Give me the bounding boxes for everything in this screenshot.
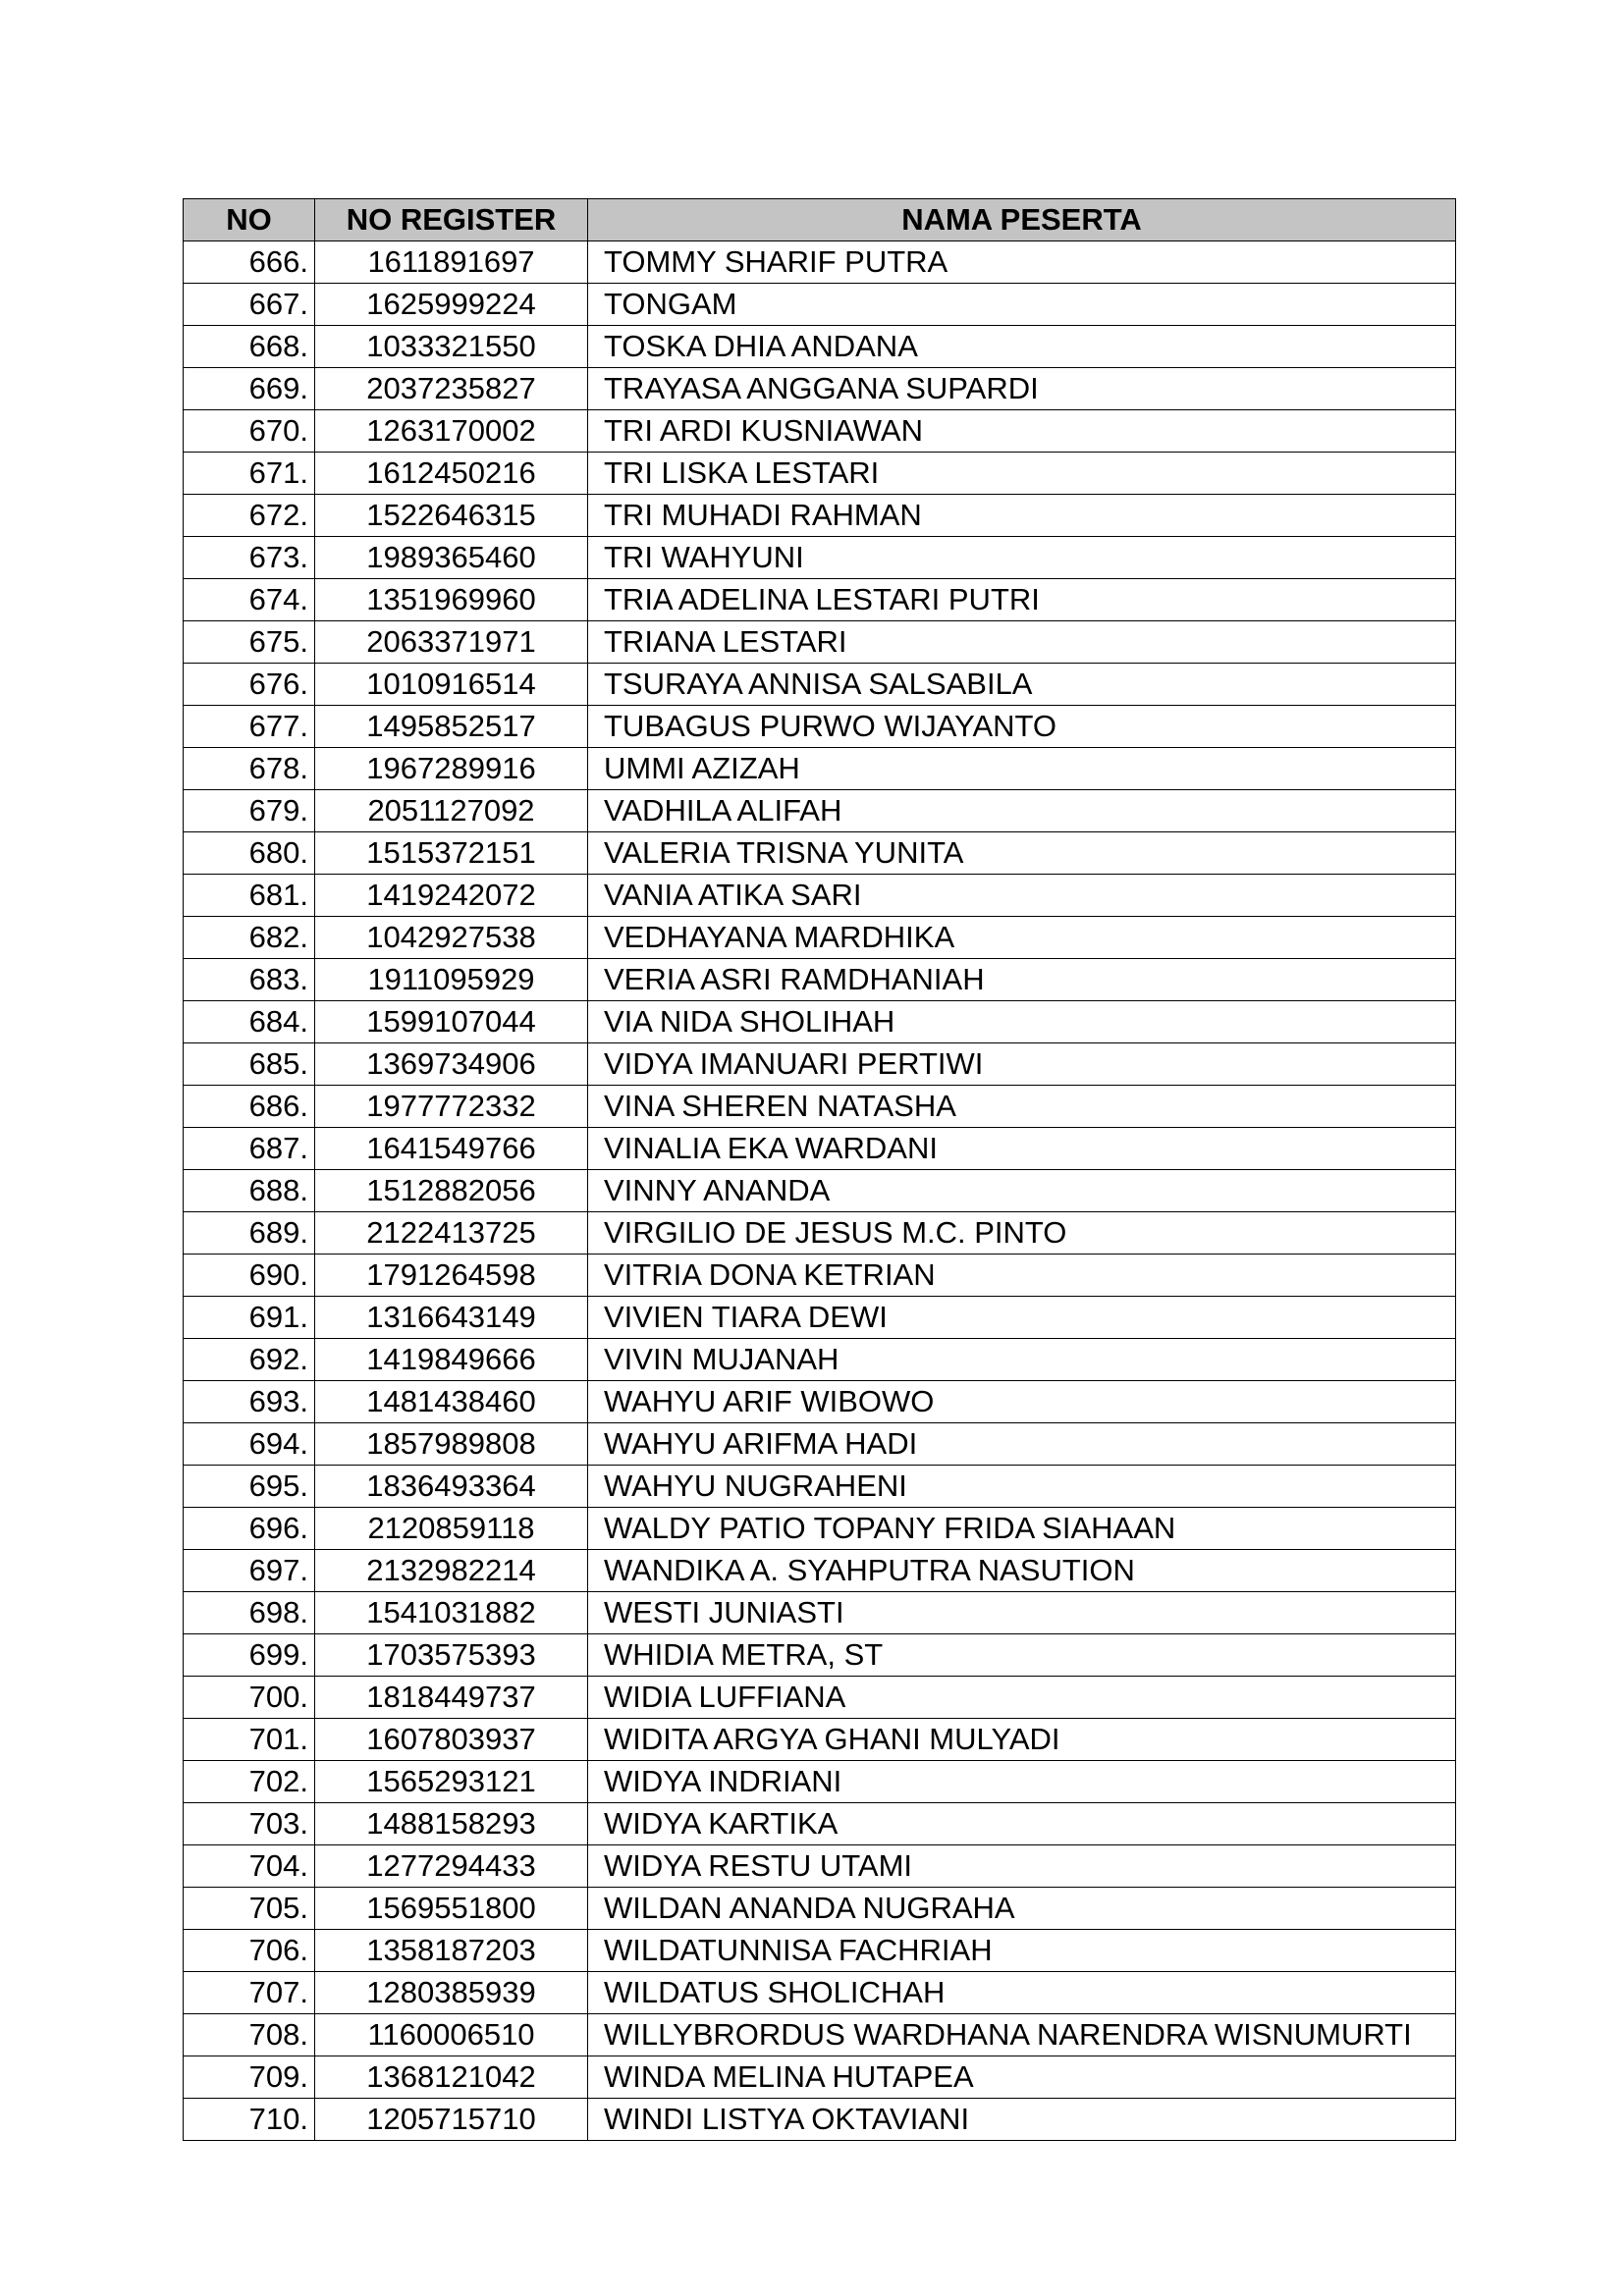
row-number-cell: 666. bbox=[184, 241, 315, 284]
row-number-cell: 698. bbox=[184, 1592, 315, 1634]
row-number-cell: 705. bbox=[184, 1888, 315, 1930]
register-number-cell: 1703575393 bbox=[315, 1634, 588, 1677]
participant-name-cell: VINA SHEREN NATASHA bbox=[588, 1086, 1456, 1128]
row-number-cell: 669. bbox=[184, 368, 315, 410]
register-number-cell: 1607803937 bbox=[315, 1719, 588, 1761]
participant-name-cell: TUBAGUS PURWO WIJAYANTO bbox=[588, 706, 1456, 748]
table-row bbox=[184, 748, 1456, 790]
table-row bbox=[184, 1592, 1456, 1634]
row-number-cell: 683. bbox=[184, 959, 315, 1001]
participant-name-cell: TRI MUHADI RAHMAN bbox=[588, 495, 1456, 537]
participant-name-cell: TONGAM bbox=[588, 284, 1456, 326]
register-number-cell: 1512882056 bbox=[315, 1170, 588, 1212]
participant-name-cell: VIDYA IMANUARI PERTIWI bbox=[588, 1043, 1456, 1086]
row-number-cell: 685. bbox=[184, 1043, 315, 1086]
table-body bbox=[184, 241, 1456, 2141]
table-row bbox=[184, 1508, 1456, 1550]
register-number-cell: 1358187203 bbox=[315, 1930, 588, 1972]
row-number-cell: 700. bbox=[184, 1677, 315, 1719]
table-row bbox=[184, 326, 1456, 368]
row-number-cell: 699. bbox=[184, 1634, 315, 1677]
register-number-cell: 1911095929 bbox=[315, 959, 588, 1001]
participant-name-cell: VIRGILIO DE JESUS M.C. PINTO bbox=[588, 1212, 1456, 1255]
table-row bbox=[184, 917, 1456, 959]
row-number-cell: 695. bbox=[184, 1466, 315, 1508]
table-row bbox=[184, 410, 1456, 453]
register-number-cell: 1611891697 bbox=[315, 241, 588, 284]
register-number-cell: 1488158293 bbox=[315, 1803, 588, 1845]
table-row bbox=[184, 1212, 1456, 1255]
table-row bbox=[184, 1845, 1456, 1888]
table-row bbox=[184, 453, 1456, 495]
row-number-cell: 667. bbox=[184, 284, 315, 326]
table-row bbox=[184, 621, 1456, 664]
table-row bbox=[184, 832, 1456, 875]
table-row bbox=[184, 1128, 1456, 1170]
participant-name-cell: WAHYU NUGRAHENI bbox=[588, 1466, 1456, 1508]
participant-name-cell: WAHYU ARIF WIBOWO bbox=[588, 1381, 1456, 1423]
row-number-cell: 682. bbox=[184, 917, 315, 959]
participant-name-cell: WINDI LISTYA OKTAVIANI bbox=[588, 2099, 1456, 2141]
participant-name-cell: WILLYBRORDUS WARDHANA NARENDRA WISNUMURTI bbox=[588, 2014, 1456, 2056]
register-number-cell: 1033321550 bbox=[315, 326, 588, 368]
table-row bbox=[184, 284, 1456, 326]
register-number-cell: 1599107044 bbox=[315, 1001, 588, 1043]
table-row bbox=[184, 875, 1456, 917]
table-row bbox=[184, 1381, 1456, 1423]
participant-name-cell: VALERIA TRISNA YUNITA bbox=[588, 832, 1456, 875]
register-number-cell: 1989365460 bbox=[315, 537, 588, 579]
register-number-cell: 1522646315 bbox=[315, 495, 588, 537]
participant-name-cell: WALDY PATIO TOPANY FRIDA SIAHAAN bbox=[588, 1508, 1456, 1550]
header-name: NAMA PESERTA bbox=[588, 199, 1456, 241]
table-row bbox=[184, 1761, 1456, 1803]
register-number-cell: 1791264598 bbox=[315, 1255, 588, 1297]
register-number-cell: 1263170002 bbox=[315, 410, 588, 453]
participant-name-cell: WIDIA LUFFIANA bbox=[588, 1677, 1456, 1719]
table-row bbox=[184, 1803, 1456, 1845]
table-row bbox=[184, 1001, 1456, 1043]
register-number-cell: 2051127092 bbox=[315, 790, 588, 832]
register-number-cell: 2132982214 bbox=[315, 1550, 588, 1592]
participant-name-cell: VIA NIDA SHOLIHAH bbox=[588, 1001, 1456, 1043]
table-row bbox=[184, 1930, 1456, 1972]
participant-name-cell: TRIANA LESTARI bbox=[588, 621, 1456, 664]
register-number-cell: 1641549766 bbox=[315, 1128, 588, 1170]
participant-name-cell: WIDYA INDRIANI bbox=[588, 1761, 1456, 1803]
table-row bbox=[184, 1170, 1456, 1212]
register-number-cell: 1612450216 bbox=[315, 453, 588, 495]
table-row bbox=[184, 1255, 1456, 1297]
register-number-cell: 1351969960 bbox=[315, 579, 588, 621]
participant-name-cell: TRIA ADELINA LESTARI PUTRI bbox=[588, 579, 1456, 621]
register-number-cell: 2120859118 bbox=[315, 1508, 588, 1550]
participant-name-cell: TOMMY SHARIF PUTRA bbox=[588, 241, 1456, 284]
participant-name-cell: WIDYA KARTIKA bbox=[588, 1803, 1456, 1845]
participant-name-cell: VEDHAYANA MARDHIKA bbox=[588, 917, 1456, 959]
register-number-cell: 1280385939 bbox=[315, 1972, 588, 2014]
row-number-cell: 706. bbox=[184, 1930, 315, 1972]
row-number-cell: 679. bbox=[184, 790, 315, 832]
table-row bbox=[184, 1550, 1456, 1592]
table-row bbox=[184, 1423, 1456, 1466]
row-number-cell: 677. bbox=[184, 706, 315, 748]
table-row bbox=[184, 1466, 1456, 1508]
participant-name-cell: WESTI JUNIASTI bbox=[588, 1592, 1456, 1634]
register-number-cell: 1818449737 bbox=[315, 1677, 588, 1719]
header-row bbox=[184, 199, 1456, 241]
register-number-cell: 1857989808 bbox=[315, 1423, 588, 1466]
table-header bbox=[184, 199, 1456, 241]
participant-name-cell: WILDATUNNISA FACHRIAH bbox=[588, 1930, 1456, 1972]
table-row bbox=[184, 2099, 1456, 2141]
row-number-cell: 709. bbox=[184, 2056, 315, 2099]
register-number-cell: 1967289916 bbox=[315, 748, 588, 790]
table-row bbox=[184, 1634, 1456, 1677]
table-row bbox=[184, 790, 1456, 832]
table-row bbox=[184, 495, 1456, 537]
participant-name-cell: WILDATUS SHOLICHAH bbox=[588, 1972, 1456, 2014]
row-number-cell: 674. bbox=[184, 579, 315, 621]
register-number-cell: 1515372151 bbox=[315, 832, 588, 875]
register-number-cell: 1010916514 bbox=[315, 664, 588, 706]
participant-name-cell: TRI LISKA LESTARI bbox=[588, 453, 1456, 495]
register-number-cell: 1419849666 bbox=[315, 1339, 588, 1381]
row-number-cell: 692. bbox=[184, 1339, 315, 1381]
register-number-cell: 1565293121 bbox=[315, 1761, 588, 1803]
row-number-cell: 688. bbox=[184, 1170, 315, 1212]
table-row bbox=[184, 1297, 1456, 1339]
row-number-cell: 681. bbox=[184, 875, 315, 917]
table-row bbox=[184, 2056, 1456, 2099]
register-number-cell: 1481438460 bbox=[315, 1381, 588, 1423]
register-number-cell: 2122413725 bbox=[315, 1212, 588, 1255]
participant-name-cell: VIVIEN TIARA DEWI bbox=[588, 1297, 1456, 1339]
row-number-cell: 710. bbox=[184, 2099, 315, 2141]
table-row bbox=[184, 664, 1456, 706]
row-number-cell: 684. bbox=[184, 1001, 315, 1043]
table-row bbox=[184, 1339, 1456, 1381]
register-number-cell: 1368121042 bbox=[315, 2056, 588, 2099]
participant-name-cell: VINNY ANANDA bbox=[588, 1170, 1456, 1212]
row-number-cell: 694. bbox=[184, 1423, 315, 1466]
participant-name-cell: UMMI AZIZAH bbox=[588, 748, 1456, 790]
table-row bbox=[184, 368, 1456, 410]
table-row bbox=[184, 2014, 1456, 2056]
table-row bbox=[184, 959, 1456, 1001]
register-number-cell: 1277294433 bbox=[315, 1845, 588, 1888]
row-number-cell: 690. bbox=[184, 1255, 315, 1297]
table-row bbox=[184, 241, 1456, 284]
participant-table bbox=[183, 198, 1456, 2141]
table-row bbox=[184, 1719, 1456, 1761]
table-row bbox=[184, 579, 1456, 621]
row-number-cell: 704. bbox=[184, 1845, 315, 1888]
table-row bbox=[184, 1888, 1456, 1930]
row-number-cell: 670. bbox=[184, 410, 315, 453]
participant-name-cell: VANIA ATIKA SARI bbox=[588, 875, 1456, 917]
register-number-cell: 1369734906 bbox=[315, 1043, 588, 1086]
row-number-cell: 708. bbox=[184, 2014, 315, 2056]
participant-name-cell: WAHYU ARIFMA HADI bbox=[588, 1423, 1456, 1466]
participant-name-cell: TRAYASA ANGGANA SUPARDI bbox=[588, 368, 1456, 410]
row-number-cell: 675. bbox=[184, 621, 315, 664]
row-number-cell: 678. bbox=[184, 748, 315, 790]
row-number-cell: 671. bbox=[184, 453, 315, 495]
row-number-cell: 701. bbox=[184, 1719, 315, 1761]
participant-name-cell: WILDAN ANANDA NUGRAHA bbox=[588, 1888, 1456, 1930]
participant-name-cell: TRI ARDI KUSNIAWAN bbox=[588, 410, 1456, 453]
row-number-cell: 693. bbox=[184, 1381, 315, 1423]
table-row bbox=[184, 706, 1456, 748]
register-number-cell: 1205715710 bbox=[315, 2099, 588, 2141]
table-row bbox=[184, 1086, 1456, 1128]
table-row bbox=[184, 537, 1456, 579]
table-row bbox=[184, 1972, 1456, 2014]
participant-name-cell: VITRIA DONA KETRIAN bbox=[588, 1255, 1456, 1297]
register-number-cell: 1042927538 bbox=[315, 917, 588, 959]
participant-name-cell: VIVIN MUJANAH bbox=[588, 1339, 1456, 1381]
row-number-cell: 673. bbox=[184, 537, 315, 579]
register-number-cell: 1419242072 bbox=[315, 875, 588, 917]
register-number-cell: 1977772332 bbox=[315, 1086, 588, 1128]
row-number-cell: 697. bbox=[184, 1550, 315, 1592]
register-number-cell: 1316643149 bbox=[315, 1297, 588, 1339]
header-no: NO bbox=[184, 199, 315, 241]
table-row bbox=[184, 1043, 1456, 1086]
participant-name-cell: TRI WAHYUNI bbox=[588, 537, 1456, 579]
row-number-cell: 707. bbox=[184, 1972, 315, 2014]
row-number-cell: 687. bbox=[184, 1128, 315, 1170]
participant-name-cell: VERIA ASRI RAMDHANIAH bbox=[588, 959, 1456, 1001]
participant-name-cell: WIDYA RESTU UTAMI bbox=[588, 1845, 1456, 1888]
row-number-cell: 702. bbox=[184, 1761, 315, 1803]
register-number-cell: 1495852517 bbox=[315, 706, 588, 748]
register-number-cell: 2037235827 bbox=[315, 368, 588, 410]
row-number-cell: 696. bbox=[184, 1508, 315, 1550]
row-number-cell: 668. bbox=[184, 326, 315, 368]
participant-name-cell: WHIDIA METRA, ST bbox=[588, 1634, 1456, 1677]
participant-name-cell: WINDA MELINA HUTAPEA bbox=[588, 2056, 1456, 2099]
row-number-cell: 686. bbox=[184, 1086, 315, 1128]
register-number-cell: 1541031882 bbox=[315, 1592, 588, 1634]
participant-name-cell: WIDITA ARGYA GHANI MULYADI bbox=[588, 1719, 1456, 1761]
register-number-cell: 1836493364 bbox=[315, 1466, 588, 1508]
participant-name-cell: WANDIKA A. SYAHPUTRA NASUTION bbox=[588, 1550, 1456, 1592]
register-number-cell: 2063371971 bbox=[315, 621, 588, 664]
row-number-cell: 689. bbox=[184, 1212, 315, 1255]
register-number-cell: 1160006510 bbox=[315, 2014, 588, 2056]
row-number-cell: 691. bbox=[184, 1297, 315, 1339]
participant-name-cell: TOSKA DHIA ANDANA bbox=[588, 326, 1456, 368]
row-number-cell: 672. bbox=[184, 495, 315, 537]
header-register: NO REGISTER bbox=[315, 199, 588, 241]
row-number-cell: 680. bbox=[184, 832, 315, 875]
row-number-cell: 676. bbox=[184, 664, 315, 706]
register-number-cell: 1625999224 bbox=[315, 284, 588, 326]
participant-name-cell: VINALIA EKA WARDANI bbox=[588, 1128, 1456, 1170]
participant-name-cell: VADHILA ALIFAH bbox=[588, 790, 1456, 832]
register-number-cell: 1569551800 bbox=[315, 1888, 588, 1930]
row-number-cell: 703. bbox=[184, 1803, 315, 1845]
participant-name-cell: TSURAYA ANNISA SALSABILA bbox=[588, 664, 1456, 706]
table-row bbox=[184, 1677, 1456, 1719]
